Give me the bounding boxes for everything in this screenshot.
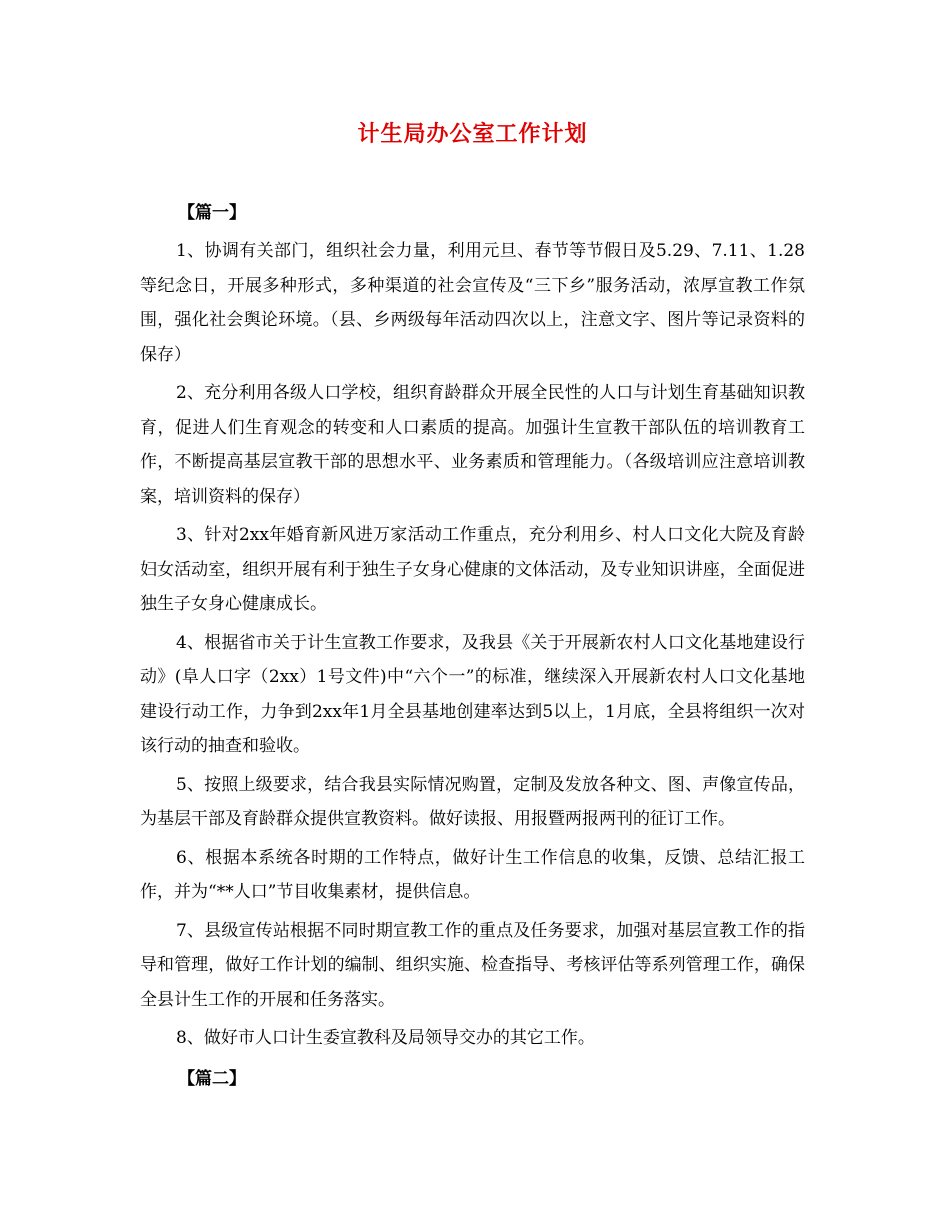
paragraph-4: 4、根据省市关于计生宣教工作要求，及我县《关于开展新农村人口文化基地建设行动》(阜人口字（2xx）1号文件)中“六个一”的标准，继续深入开展新农村人口文化基地建设行动工作，力争到2xx年1月全县基地创建率达到5以上，1月底，全县将组织一次对该行动的抽查和验收。: [140, 632, 805, 756]
paragraph-8: 8、做好市人口计生委宣教科及局领导交办的其它工作。: [176, 1028, 595, 1048]
paragraph-7: 7、县级宣传站根据不同时期宣教工作的重点及任务要求，加强对基层宣教工作的指导和管理，做好工作计划的编制、组织实施、检查指导、考核评估等系列管理工作，确保全县计生工作的开展和任务落实。: [140, 920, 805, 1010]
paragraph-3: 3、针对2xx年婚育新风进万家活动工作重点，充分利用乡、村人口文化大院及育龄妇女活动室，组织开展有利于独生子女身心健康的文体活动，及专业知识讲座，全面促进独生子女身心健康成长。: [140, 525, 805, 614]
paragraph-2: 2、充分利用各级人口学校，组织育龄群众开展全民性的人口与计划生育基础知识教育，促进人们生育观念的转变和人口素质的提高。加强计生宣教干部队伍的培训教育工作，不断提高基层宣教干部的思想水平、业务素质和管理能力。（各级培训应注意培训教案，培训资料的保存）: [140, 383, 805, 507]
paragraph-5: 5、按照上级要求，结合我县实际情况购置，定制及发放各种文、图、声像宣传品，为基层干部及育龄群众提供宣教资料。做好读报、用报暨两报两刊的征订工作。: [140, 774, 805, 829]
document-title: 计生局办公室工作计划: [357, 121, 588, 147]
section-2: [140, 1062, 805, 1096]
paragraph-6: 6、根据本系统各时期的工作特点，做好计生工作信息的收集，反馈、总结汇报工作，并为“**人口”节目收集素材，提供信息。: [140, 847, 805, 902]
section-heading: 【篇二】: [178, 1068, 246, 1089]
section-heading: 【篇一】: [178, 203, 246, 223]
paragraph-1: 1、协调有关部门，组织社会力量，利用元旦、春节等节假日及5.29、7.11、1.28等纪念日，开展多种形式，多种渠道的社会宣传及“三下乡”服务活动，浓厚宣教工作氛围，强化社会舆论环境。（县、乡两级每年活动四次以上，注意文字、图片等记录资料的保存）: [140, 241, 805, 365]
section-1: [140, 196, 805, 1056]
